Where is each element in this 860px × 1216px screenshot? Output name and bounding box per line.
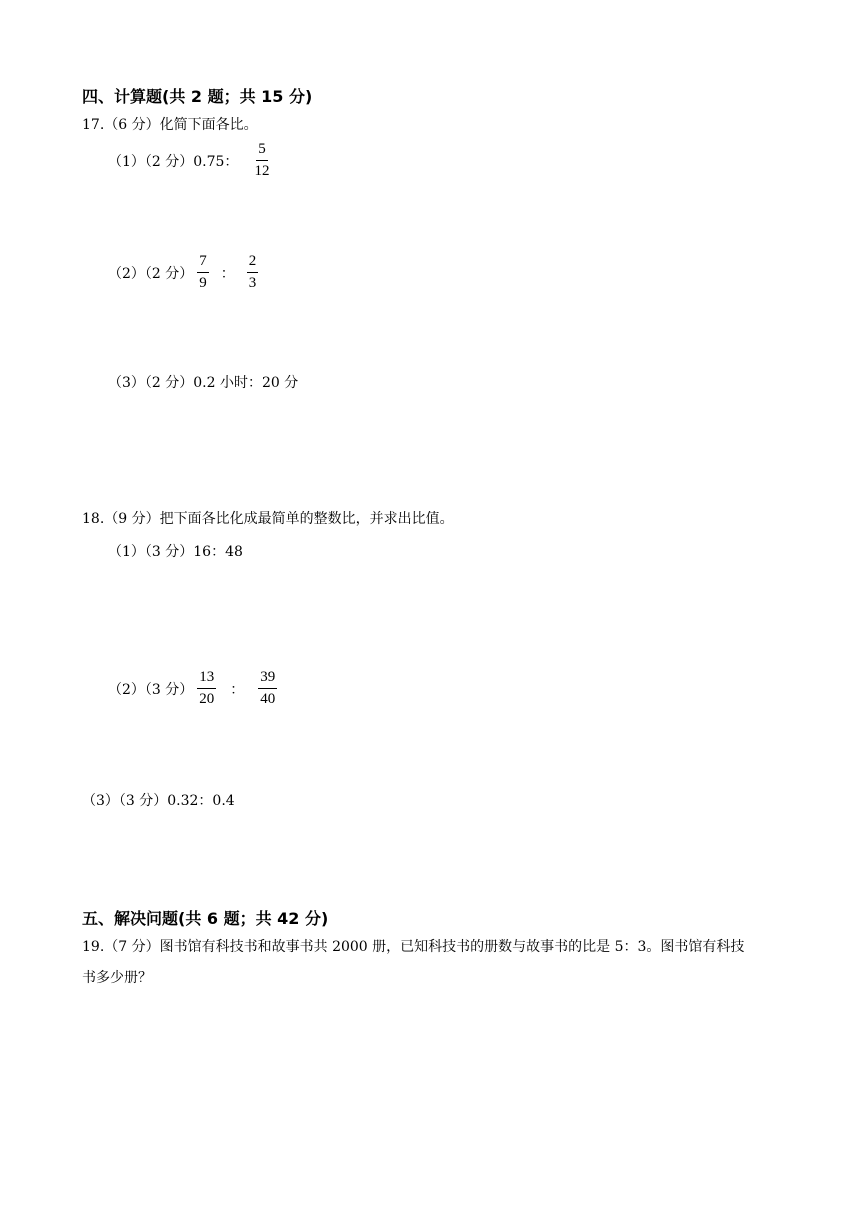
question-18-label: 18.（9 分）把下面各比化成最简单的整数比，并求出比值。: [82, 511, 454, 527]
q18-p2-fraction-a: [197, 670, 216, 707]
question-18-part-3: （3）（3 分）0.32：0.4: [82, 793, 235, 809]
fraction-numerator: 2: [247, 254, 259, 273]
fraction-numerator: 13: [197, 670, 216, 689]
fraction-denominator: 20: [199, 691, 215, 707]
q17-p2-label: （2）（2 分）: [108, 265, 194, 282]
q18-p2-label: （2）（3 分）: [108, 681, 194, 698]
question-17-part-2: [108, 254, 258, 291]
question-19-line-2: 书多少册？: [82, 970, 152, 986]
question-18-part-1: （1）（3 分）16：48: [108, 544, 243, 560]
fraction-numerator: 39: [258, 670, 277, 689]
q18-p2-fraction-b: [258, 670, 277, 707]
section-5-title: 五、解决问题(共 6 题；共 42 分): [82, 909, 329, 928]
fraction-denominator: 3: [248, 275, 257, 291]
fraction-denominator: 9: [199, 275, 207, 291]
q17-p1-label: （1）（2 分）0.75：: [108, 153, 239, 170]
fraction-denominator: 40: [260, 691, 276, 707]
ratio-colon: ：: [220, 265, 235, 282]
q17-p2-fraction-a: [197, 254, 209, 291]
fraction-denominator: 12: [254, 163, 270, 179]
fraction-numerator: 5: [256, 142, 268, 161]
question-19-line-1: 19.（7 分）图书馆有科技书和故事书共 2000 册，已知科技书的册数与故事书的比是 5：3。图书馆有科技: [82, 939, 745, 955]
section-4-title: 四、计算题(共 2 题；共 15 分): [82, 87, 313, 106]
question-17-label: 17.（6 分）化简下面各比。: [82, 117, 258, 133]
ratio-colon: ：: [230, 681, 245, 698]
q17-p2-fraction-b: [247, 254, 259, 291]
question-18-part-2: [108, 670, 277, 707]
question-17-part-1: [108, 142, 271, 179]
question-17-part-3: （3）（2 分）0.2 小时：20 分: [108, 375, 299, 391]
q17-p1-fraction: [252, 142, 271, 179]
fraction-numerator: 7: [197, 254, 209, 273]
